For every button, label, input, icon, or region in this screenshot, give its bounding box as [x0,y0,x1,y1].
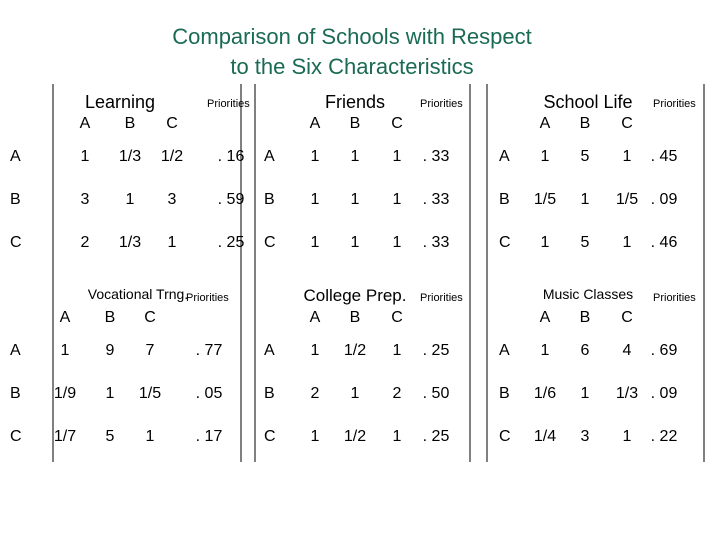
column-header: A [59,309,71,326]
priorities-label: Priorities [186,292,229,304]
column-header: B [579,309,591,326]
matrix-cell: 1 [350,385,360,402]
matrix-cell: 1/5 [138,385,162,402]
matrix-heading: Friends [324,92,386,112]
slide-title-line-1: Comparison of Schools with Respect [172,24,532,49]
row-label: B [499,385,510,402]
row-label: C [10,428,22,445]
priority-value: . 45 [650,148,678,165]
priorities-label: Priorities [420,292,463,304]
matrix-cell: 1 [310,148,320,165]
priority-value: . 16 [217,148,245,165]
column-header: A [309,309,321,326]
column-header: B [104,309,116,326]
matrix-cell: 1 [540,342,550,359]
matrix-cell: 1 [392,234,402,251]
row-label: B [264,191,275,208]
matrix-cell: 1 [392,148,402,165]
priority-value: . 25 [217,234,245,251]
column-header: C [166,115,178,132]
column-header: B [579,115,591,132]
matrix-cell: 5 [580,148,590,165]
row-label: A [499,342,510,359]
matrix-cell: 1 [350,148,360,165]
matrix-cell: 5 [580,234,590,251]
matrix-heading: Learning [84,92,156,112]
priorities-label: Priorities [653,98,696,110]
column-header: A [309,115,321,132]
priorities-label: Priorities [653,292,696,304]
matrix-cell: 1 [310,428,320,445]
matrix-cell: 1 [310,234,320,251]
matrix-cell: 4 [622,342,632,359]
matrix-cell: 1 [540,234,550,251]
matrix-cell: 1 [392,342,402,359]
column-header: B [349,115,361,132]
matrix-heading: College Prep. [303,286,407,305]
matrix-cell: 1 [125,191,135,208]
matrix-cell: 1/6 [533,385,557,402]
priority-value: . 33 [422,191,450,208]
priority-value: . 46 [650,234,678,251]
matrix-cell: 1 [60,342,70,359]
matrix-cell: 1 [350,191,360,208]
matrix-cell: 1 [392,191,402,208]
matrix-cell: 1/9 [53,385,77,402]
row-label: B [10,191,21,208]
priority-value: . 09 [650,385,678,402]
column-header: C [391,115,403,132]
priority-value: . 09 [650,191,678,208]
priority-value: . 25 [422,428,450,445]
row-label: C [264,234,276,251]
priority-value: . 05 [195,385,223,402]
matrix-cell: 2 [310,385,320,402]
matrix-cell: 2 [80,234,90,251]
column-header: A [539,309,551,326]
matrix-cell: 1 [167,234,177,251]
matrix-cell: 3 [80,191,90,208]
row-label: A [10,148,21,165]
priority-value: . 69 [650,342,678,359]
matrix-cell: 1/5 [615,191,639,208]
matrix-heading: School Life [543,92,633,112]
row-label: C [10,234,22,251]
priority-value: . 50 [422,385,450,402]
priority-value: . 17 [195,428,223,445]
row-label: A [264,342,275,359]
priority-value: . 77 [195,342,223,359]
row-label: C [499,428,511,445]
row-label: C [264,428,276,445]
matrix-heading: Vocational Trng. [87,286,189,302]
matrix-cell: 1 [350,234,360,251]
priority-value: . 59 [217,191,245,208]
priority-value: . 33 [422,234,450,251]
matrix-cell: 1/3 [615,385,639,402]
matrix-cell: 1/3 [118,148,142,165]
matrix-cell: 3 [167,191,177,208]
priorities-label: Priorities [420,98,463,110]
matrix-cell: 1 [310,342,320,359]
matrix-cell: 1 [622,234,632,251]
slide-title-line-2: to the Six Characteristics [230,54,474,79]
matrix-cell: 7 [145,342,155,359]
priority-value: . 22 [650,428,678,445]
row-label: B [499,191,510,208]
matrix-cell: 1 [622,148,632,165]
matrix-cell: 1 [392,428,402,445]
row-label: A [264,148,275,165]
matrix-cell: 3 [580,428,590,445]
row-label: B [264,385,275,402]
row-label: C [499,234,511,251]
matrix-cell: 1 [105,385,115,402]
matrix-cell: 1/4 [533,428,557,445]
matrix-heading: Music Classes [542,286,634,302]
matrix-cell: 1 [540,148,550,165]
matrix-cell: 9 [105,342,115,359]
matrix-cell: 1/2 [343,428,367,445]
matrix-cell: 1 [310,191,320,208]
priority-value: . 33 [422,148,450,165]
matrix-cell: 1/3 [118,234,142,251]
column-header: C [621,115,633,132]
matrix-cell: 1 [145,428,155,445]
column-header: B [124,115,136,132]
column-header: A [79,115,91,132]
matrix-cell: 1/2 [343,342,367,359]
priority-value: . 25 [422,342,450,359]
column-header: C [391,309,403,326]
column-header: C [621,309,633,326]
priorities-label: Priorities [207,98,250,110]
matrix-cell: 2 [392,385,402,402]
row-label: B [10,385,21,402]
matrix-cell: 1 [622,428,632,445]
row-label: A [10,342,21,359]
matrix-cell: 1/5 [533,191,557,208]
matrix-cell: 6 [580,342,590,359]
matrix-cell: 5 [105,428,115,445]
column-header: C [144,309,156,326]
row-label: A [499,148,510,165]
matrix-cell: 1 [580,191,590,208]
matrix-cell: 1 [80,148,90,165]
column-header: B [349,309,361,326]
matrix-cell: 1 [580,385,590,402]
column-header: A [539,115,551,132]
matrix-cell: 1/2 [160,148,184,165]
matrix-cell: 1/7 [53,428,77,445]
